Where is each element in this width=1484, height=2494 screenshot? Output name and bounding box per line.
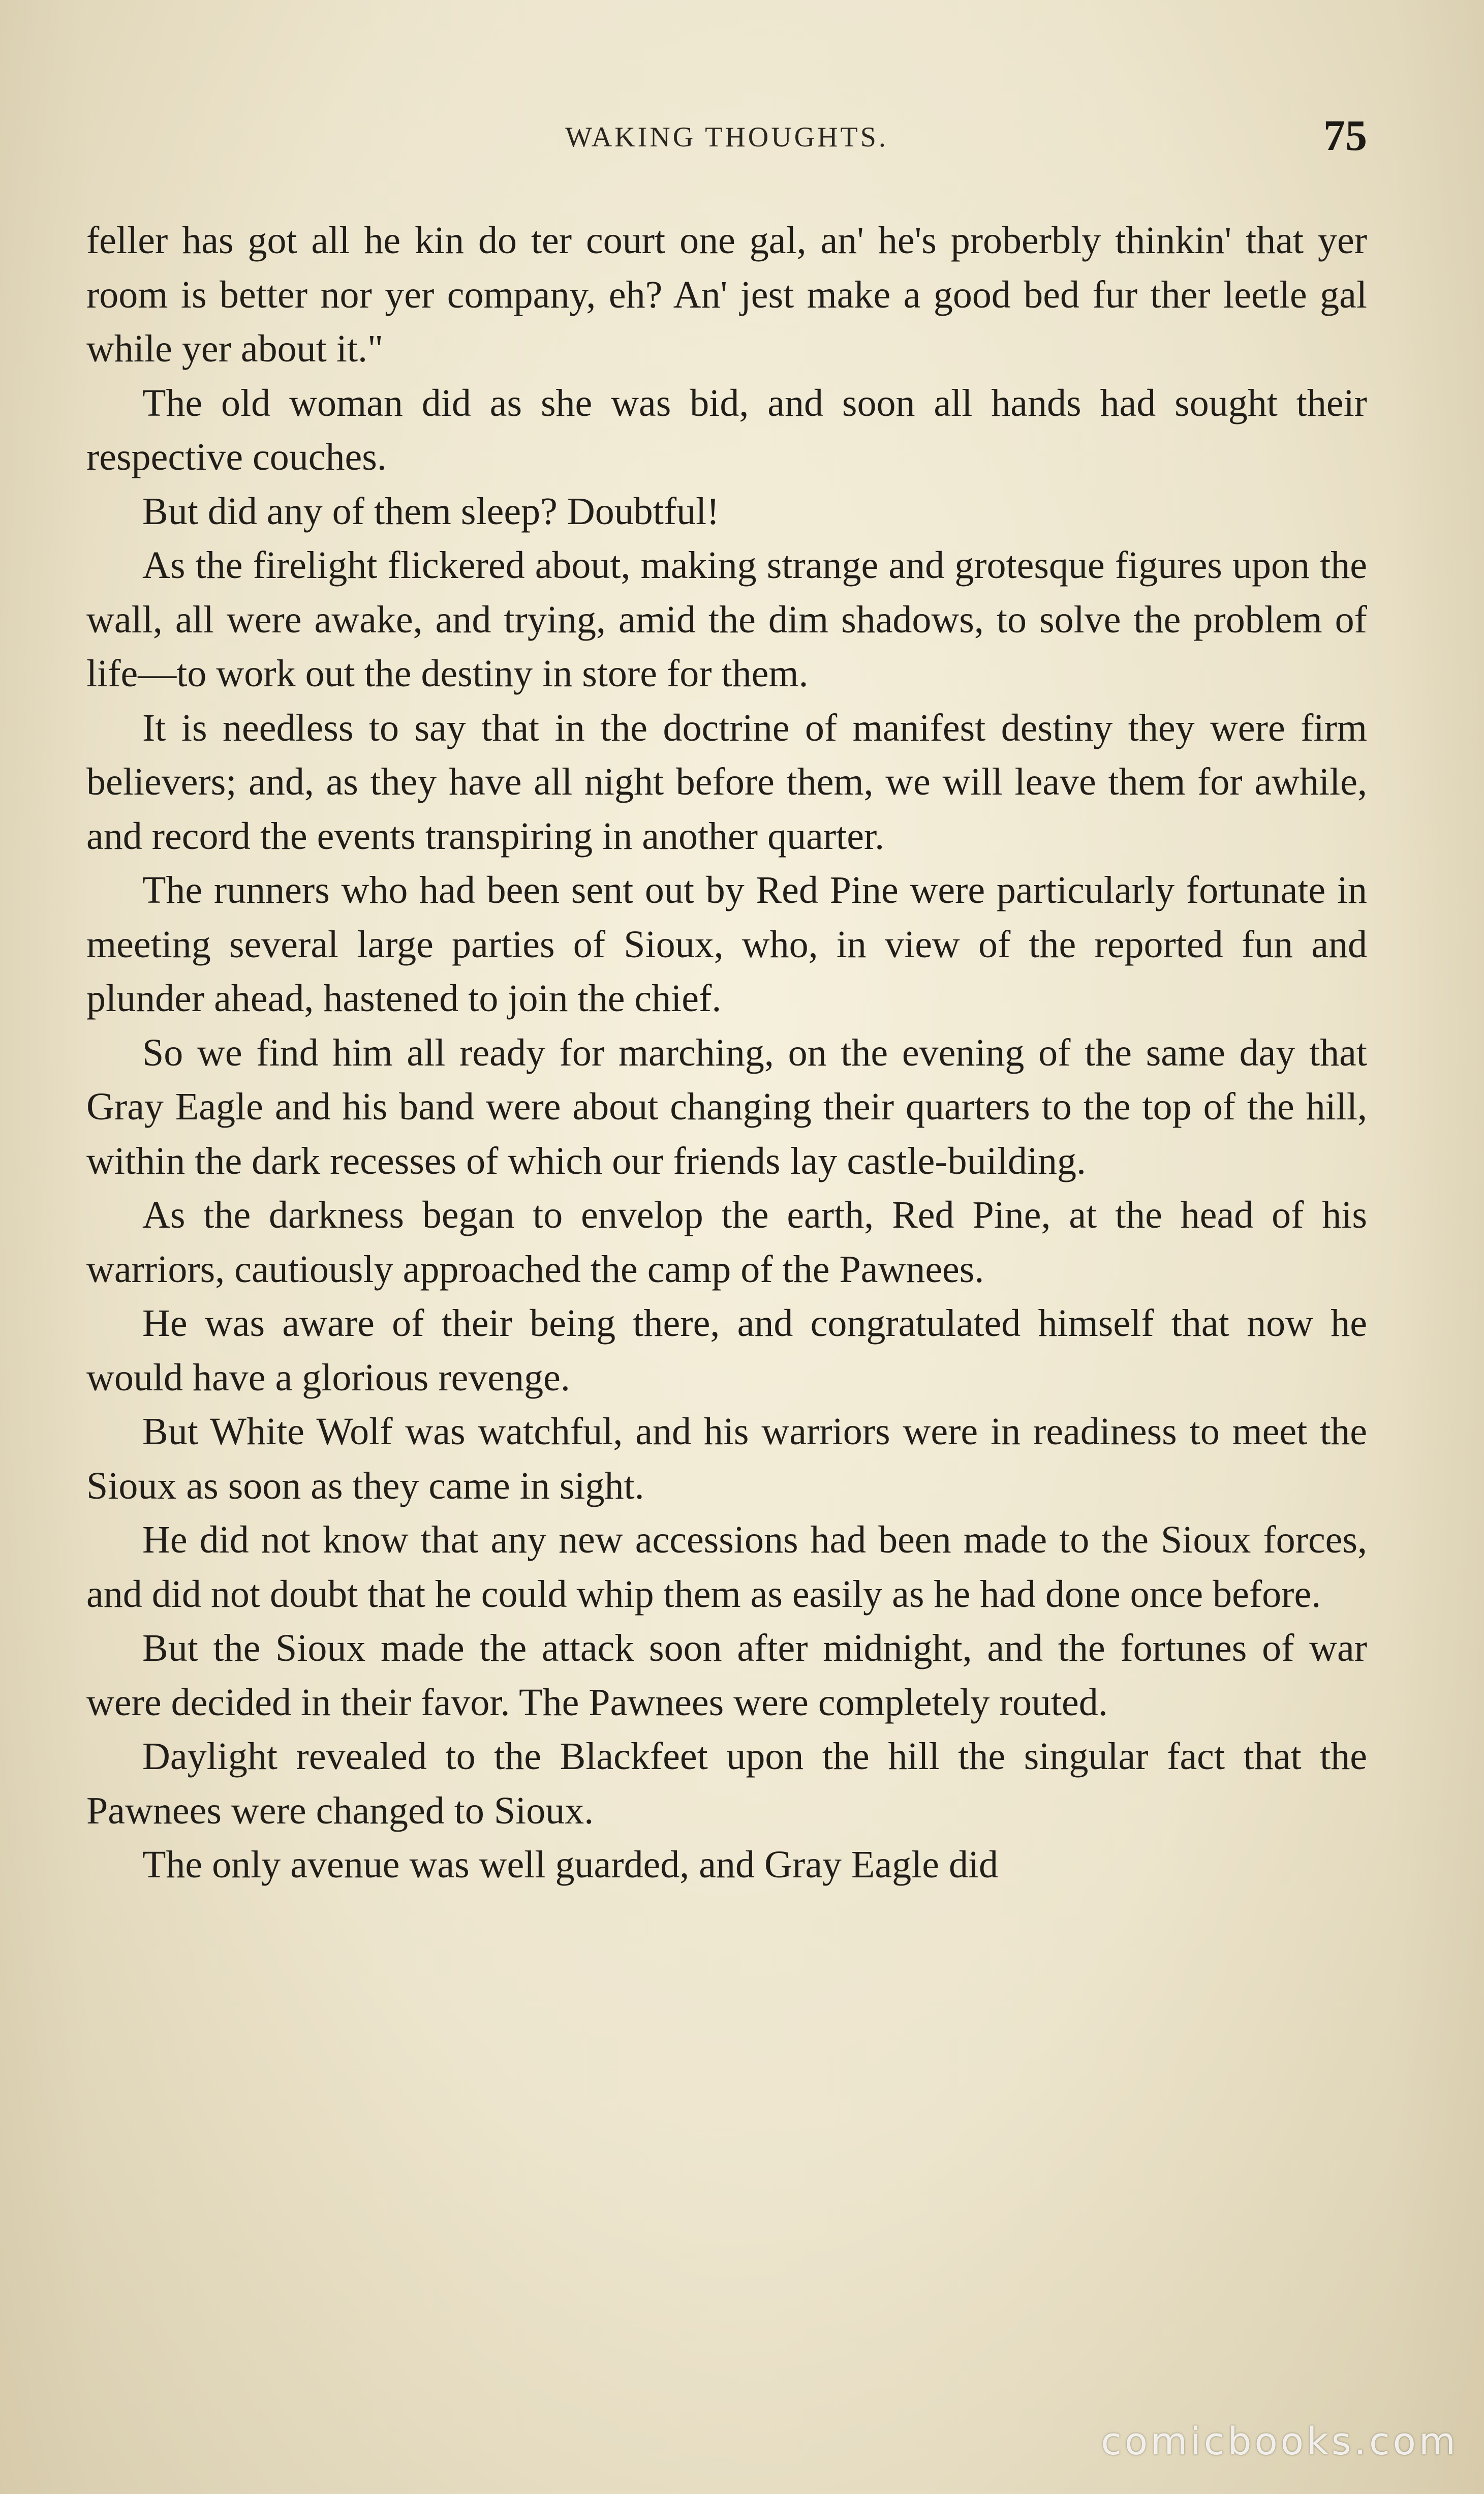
watermark: comicbooks.com: [1101, 2420, 1459, 2463]
paragraph: The runners who had been sent out by Red Pine were particularly fortunate in meeting several large parties of Sioux, who, in view of the reported fun and plunder ahead, hastened to join the chief.: [86, 869, 1367, 1020]
paragraph: The old woman did as she was bid, and soon all hands had sought their respective couches.: [86, 381, 1367, 478]
paragraph: He did not know that any new accessions had been made to the Sioux forces, and did not doubt that he could whip them as easily as he had done once before.: [86, 1518, 1367, 1616]
paragraph: Daylight revealed to the Blackfeet upon the hill the singular fact that the Pawnees were changed to Sioux.: [86, 1735, 1367, 1832]
paragraph: But White Wolf was watchful, and his warriors were in readiness to meet the Sioux as soon as they came in sight.: [86, 1410, 1367, 1507]
paragraph: It is needless to say that in the doctrine of manifest destiny they were firm believers; and, as they have all night before them, we will leave them for awhile, and record the events transpiring in another quarter.: [86, 706, 1367, 858]
paragraph: The only avenue was well guarded, and Gray Eagle did: [142, 1843, 999, 1886]
paragraph: As the darkness began to envelop the earth, Red Pine, at the head of his warriors, cautiously approached the camp of the Pawnees.: [86, 1194, 1367, 1291]
body-text: [86, 214, 1367, 1892]
paragraph: feller has got all he kin do ter court one gal, an' he's proberbly thinkin' that yer room is better nor yer company, eh? An' jest make a good bed fur ther leetle gal while yer about it.": [86, 219, 1367, 370]
paragraph: But did any of them sleep? Doubtful!: [142, 490, 720, 533]
paragraph: But the Sioux made the attack soon after midnight, and the fortunes of war were decided in their favor. The Pawnees were completely routed.: [86, 1627, 1367, 1724]
paragraph: He was aware of their being there, and congratulated himself that now he would have a glorious revenge.: [86, 1302, 1367, 1399]
page-header: [86, 111, 1367, 167]
paragraph: So we find him all ready for marching, on the evening of the same day that Gray Eagle and his band were about changing their quarters to the top of the hill, within the dark recesses of which our friends lay castle-building.: [86, 1031, 1367, 1182]
running-head: WAKING THOUGHTS.: [565, 121, 888, 153]
paragraph: As the firelight flickered about, making strange and grotesque figures upon the wall, all were awake, and trying, amid the dim shadows, to solve the problem of life—to work out the destiny in store for them.: [86, 544, 1367, 695]
page-number: 75: [1323, 111, 1367, 160]
